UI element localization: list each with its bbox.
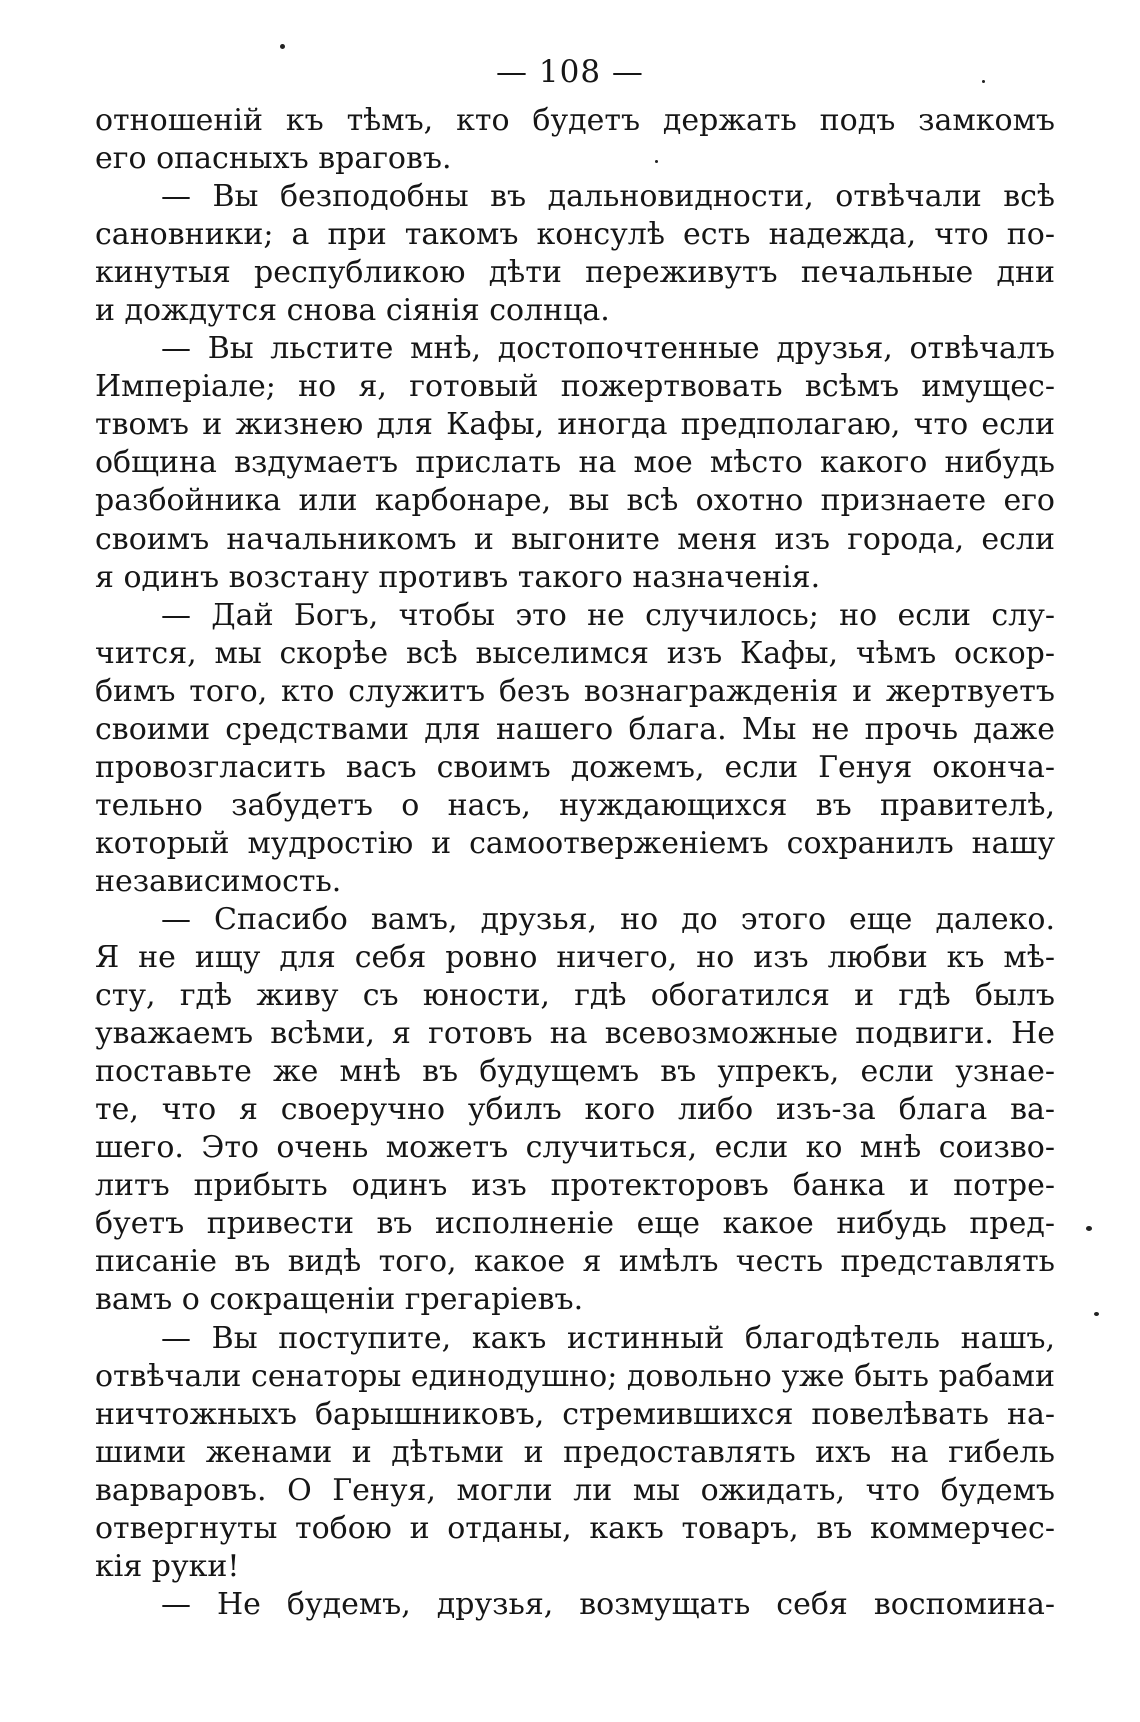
text-line: уважаемъ всѣми, я готовъ на всевозможные подвиги. Не bbox=[95, 1016, 1055, 1052]
text-line: — Вы льстите мнѣ, достопочтенные друзья, отвѣчалъ bbox=[161, 331, 1055, 367]
text-line: его опасныхъ враговъ. bbox=[95, 141, 452, 177]
text-line: Имперіале; но я, готовый пожертвовать всѣмъ имущес- bbox=[95, 369, 1055, 405]
scan-speck bbox=[982, 80, 985, 83]
text-line: те, что я своеручно убилъ кого либо изъ-за блага ва- bbox=[95, 1092, 1055, 1128]
text-line: кинутыя республикою дѣти переживутъ печальные дни bbox=[95, 255, 1055, 291]
text-line: сту, гдѣ живу съ юности, гдѣ обогатился и гдѣ былъ bbox=[95, 978, 1055, 1014]
text-line: отношеній къ тѣмъ, кто будетъ держать подъ замкомъ bbox=[95, 103, 1055, 138]
text-line: провозгласить васъ своимъ дожемъ, если Генуя оконча- bbox=[95, 749, 1055, 785]
text-line: чится, мы скорѣе всѣ выселимся изъ Кафы, чѣмъ оскор- bbox=[95, 635, 1055, 671]
text-line: вамъ о сокращеніи грегаріевъ. bbox=[95, 1282, 584, 1318]
text-line: — Вы безподобны въ дальновидности, отвѣчали всѣ bbox=[161, 179, 1055, 215]
text-line: я одинъ возстану противъ такого назначенія. bbox=[95, 559, 821, 595]
text-line: община вздумаетъ прислать на мое мѣсто какого нибудь bbox=[95, 445, 1055, 481]
text-line: бимъ того, кто служитъ безъ вознагражденія и жертвуетъ bbox=[95, 673, 1055, 709]
text-line: отвѣчали сенаторы единодушно; довольно уже быть рабами bbox=[95, 1358, 1055, 1394]
text-line: писаніе въ видѣ того, какое я имѣлъ честь представлять bbox=[95, 1244, 1055, 1280]
page-number: — 108 — bbox=[496, 54, 644, 90]
scan-speck bbox=[655, 160, 658, 163]
text-line: и дождутся снова сіянія солнца. bbox=[95, 293, 610, 329]
scan-speck bbox=[1086, 1226, 1092, 1231]
text-line: поставьте же мнѣ въ будущемъ въ упрекъ, если узнае- bbox=[95, 1054, 1055, 1090]
text-line: ничтожныхъ барышниковъ, стремившихся повелѣвать на- bbox=[95, 1396, 1055, 1432]
text-line: — Вы поступите, какъ истинный благодѣтель нашъ, bbox=[161, 1320, 1055, 1356]
text-line: кія руки! bbox=[95, 1548, 240, 1584]
text-line: варваровъ. О Генуя, могли ли мы ожидать, что будемъ bbox=[95, 1472, 1055, 1508]
text-line: — Не будемъ, друзья, возмущать себя воспомина- bbox=[161, 1586, 1055, 1622]
scan-speck bbox=[280, 44, 285, 49]
page-text bbox=[95, 102, 1055, 1624]
text-line: — Спасибо вамъ, друзья, но до этого еще далеко. bbox=[161, 901, 1055, 937]
text-line: тельно забудетъ о насъ, нуждающихся въ правителѣ, bbox=[95, 787, 1055, 823]
text-line: твомъ и жизнею для Кафы, иногда предполагаю, что если bbox=[95, 407, 1055, 443]
text-line: шими женами и дѣтьми и предоставлять ихъ на гибель bbox=[95, 1434, 1055, 1470]
scan-speck bbox=[1094, 1312, 1099, 1316]
text-line: буетъ привести въ исполненіе еще какое нибудь пред- bbox=[95, 1206, 1055, 1242]
text-line: литъ прибыть одинъ изъ протекторовъ банка и потре- bbox=[95, 1168, 1055, 1204]
text-line: который мудростію и самоотверженіемъ сохранилъ нашу bbox=[95, 825, 1055, 861]
text-line: независимость. bbox=[95, 863, 342, 899]
text-line: отвергнуты тобою и отданы, какъ товаръ, въ коммерчес- bbox=[95, 1510, 1055, 1546]
text-line: — Дай Богъ, чтобы это не случилось; но если слу- bbox=[161, 597, 1055, 633]
text-line: сановники; а при такомъ консулѣ есть надежда, что по- bbox=[95, 217, 1055, 253]
text-line: Я не ищу для себя ровно ничего, но изъ любви къ мѣ- bbox=[95, 940, 1055, 976]
text-line: шего. Это очень можетъ случиться, если ко мнѣ соизво- bbox=[95, 1130, 1055, 1166]
text-line: разбойника или карбонаре, вы всѣ охотно признаете его bbox=[95, 483, 1055, 519]
text-line: своими средствами для нашего блага. Мы не прочь даже bbox=[95, 711, 1055, 747]
text-line: своимъ начальникомъ и выгоните меня изъ города, если bbox=[95, 521, 1055, 557]
